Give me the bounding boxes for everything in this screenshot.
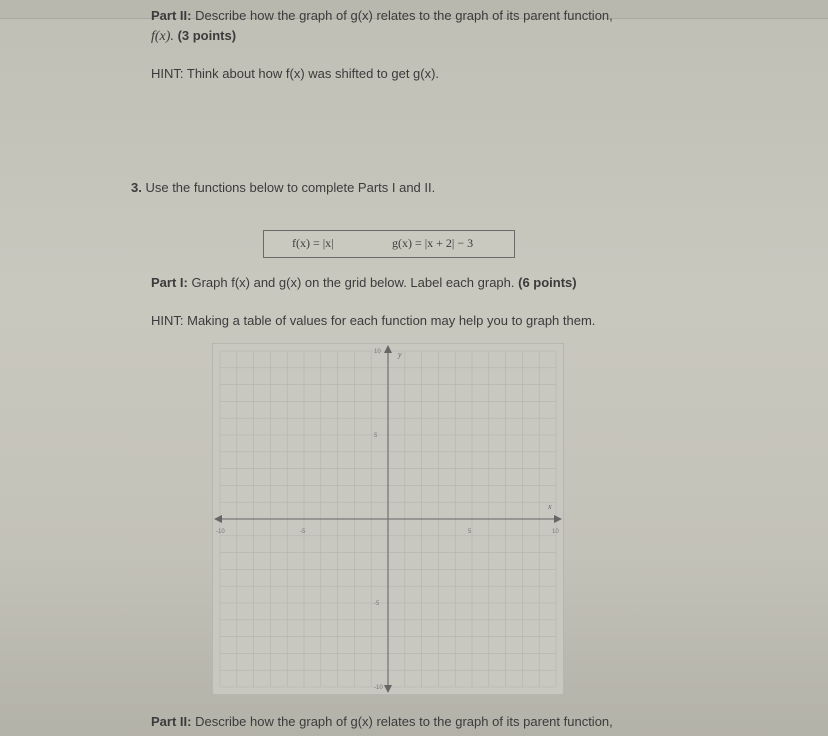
- hint-table: HINT: Making a table of values for each function may help you to graph them.: [151, 313, 596, 328]
- y-tick-label: 10: [374, 349, 381, 355]
- y-tick-label: -5: [374, 601, 380, 607]
- x-tick-label: 5: [468, 529, 472, 535]
- part2-bottom-heading: [151, 714, 613, 729]
- part2-text: Describe how the graph of g(x) relates to the graph of its parent function,: [195, 8, 613, 23]
- x-tick-label: -5: [300, 529, 306, 535]
- y-axis-label: y: [398, 350, 402, 359]
- y-tick-label: -10: [374, 685, 383, 691]
- part1-heading: [151, 275, 577, 290]
- part1-text: Graph f(x) and g(x) on the grid below. Label each graph.: [191, 275, 515, 290]
- coordinate-grid[interactable]: [212, 343, 564, 695]
- y-tick-label: 5: [374, 433, 378, 439]
- x-axis-label: x: [548, 502, 552, 511]
- part2-bottom-label: Part II:: [151, 714, 192, 729]
- x-tick-label: -10: [216, 529, 225, 535]
- part2-label: Part II:: [151, 8, 192, 23]
- question-number: 3.: [131, 180, 142, 195]
- part2-top-line2: [151, 28, 236, 45]
- question-3: [131, 180, 435, 195]
- hint-shift: HINT: Think about how f(x) was shifted to get g(x).: [151, 66, 440, 81]
- part1-points: (6 points): [518, 275, 577, 290]
- part1-label: Part I:: [151, 275, 188, 290]
- fx-notation: f(x).: [151, 29, 174, 44]
- question-text: Use the functions below to complete Parts I and II.: [145, 180, 436, 195]
- x-tick-label: 10: [552, 529, 559, 535]
- function-box: [263, 230, 515, 258]
- part2-bottom-text: Describe how the graph of g(x) relates to the graph of its parent function,: [195, 714, 613, 729]
- function-g: g(x) = |x + 2| − 3: [392, 236, 474, 250]
- points-badge: (3 points): [177, 28, 237, 43]
- part2-top-heading: [151, 8, 613, 23]
- function-f: f(x) = |x|: [292, 236, 334, 250]
